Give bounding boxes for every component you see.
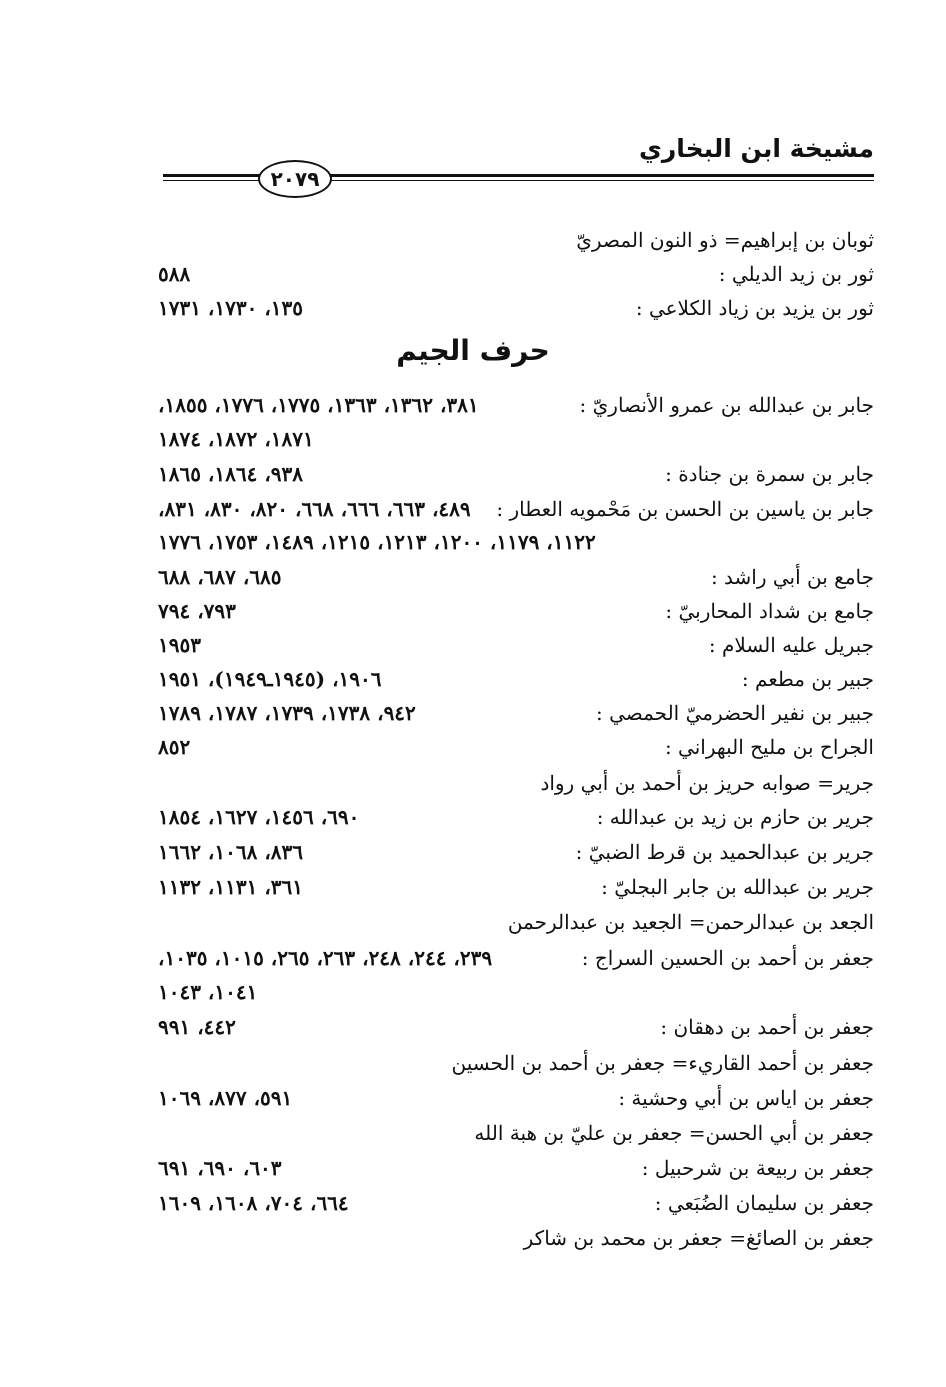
entry-name: جرير= صوابه حريز بن أحمد بن أبي رواد xyxy=(540,771,874,795)
entry-name: جعفر بن اياس بن أبي وحشية : xyxy=(618,1086,874,1110)
index-entry-continuation xyxy=(150,421,874,457)
entry-name: جامع بن شداد المحاربيّ : xyxy=(665,599,874,623)
index-entry xyxy=(150,627,874,663)
entry-refs: ٧٩٣، ٧٩٤ xyxy=(158,599,236,623)
entry-name: الجراح بن مليح البهراني : xyxy=(664,735,874,759)
index-entry xyxy=(150,1080,874,1116)
entry-name: جرير بن عبدالله بن جابر البجليّ : xyxy=(601,875,874,899)
entry-name: جبير بن مطعم : xyxy=(741,667,874,691)
entry-name: جعفر بن أحمد بن الحسين السراج : xyxy=(581,946,874,970)
index-entry xyxy=(150,1220,874,1256)
entry-refs: ٣٨١، ١٣٦٢، ١٣٦٣، ١٧٧٥، ١٧٧٦، ١٨٥٥، xyxy=(158,393,479,417)
entry-name: الجعد بن عبدالرحمن= الجعيد بن عبدالرحمن xyxy=(507,910,874,934)
index-entry xyxy=(150,593,874,629)
entry-refs: ٦٠٣، ٦٩٠، ٦٩١ xyxy=(158,1156,282,1180)
entry-name: جعفر بن الصائغ= جعفر بن محمد بن شاكر xyxy=(523,1226,874,1250)
index-entry xyxy=(150,661,874,697)
entry-refs: ١٩٥٣ xyxy=(158,633,201,657)
index-entry xyxy=(150,729,874,765)
entry-refs: ٤٤٢، ٩٩١ xyxy=(158,1015,236,1039)
index-entry xyxy=(150,940,874,976)
entry-name: جابر بن سمرة بن جنادة : xyxy=(665,462,874,486)
entry-refs: ١١٢٢، ١١٧٩، ١٢٠٠، ١٢١٣، ١٢١٥، ١٤٨٩، ١٧٥٣، ١٧٧٦ xyxy=(158,530,596,554)
index-entry xyxy=(150,1150,874,1186)
entry-name: ثوبان بن إبراهيم= ذو النون المصريّ xyxy=(576,228,874,252)
entry-name: جابر بن ياسين بن الحسن بن مَحْمويه العطار : xyxy=(496,497,874,521)
index-entry xyxy=(150,1185,874,1221)
entry-refs: ١٣٥، ١٧٣٠، ١٧٣١ xyxy=(158,296,304,320)
entry-refs: ٦٨٥، ٦٨٧، ٦٨٨ xyxy=(158,565,282,589)
entry-name: ثور بن زيد الديلي : xyxy=(718,262,874,286)
index-entry xyxy=(150,765,874,801)
index-entry xyxy=(150,1115,874,1151)
section-heading: حرف الجيم xyxy=(396,334,550,367)
entry-refs: ٦٦٤، ٧٠٤، ١٦٠٨، ١٦٠٩ xyxy=(158,1191,349,1215)
entry-name: جعفر بن أحمد بن دهقان : xyxy=(660,1015,874,1039)
entry-name: جعفر بن أحمد القاريء= جعفر بن أحمد بن الحسين xyxy=(451,1051,874,1075)
entry-refs: ٤٨٩، ٦٦٣، ٦٦٦، ٦٦٨، ٨٢٠، ٨٣٠، ٨٣١، xyxy=(158,497,471,521)
entry-refs: ٩٣٨، ١٨٦٤، ١٨٦٥ xyxy=(158,462,304,486)
entry-refs: ١٨٧١، ١٨٧٢، ١٨٧٤ xyxy=(158,427,314,451)
index-entry xyxy=(150,1009,874,1045)
index-entry-continuation xyxy=(150,524,874,560)
index-entry-continuation xyxy=(150,974,874,1010)
index-entry xyxy=(150,387,874,423)
index-entry xyxy=(150,834,874,870)
entry-refs: ٥٨٨ xyxy=(158,262,191,286)
entry-name: جامع بن أبي راشد : xyxy=(710,565,874,589)
entry-name: جبريل عليه السلام : xyxy=(708,633,874,657)
index-entry xyxy=(150,799,874,835)
index-entry xyxy=(150,559,874,595)
index-entry xyxy=(150,491,874,527)
entry-name: جرير بن حازم بن زيد بن عبدالله : xyxy=(596,805,874,829)
entry-name: جبير بن نفير الحضرميّ الحمصي : xyxy=(596,701,874,725)
entry-refs: ٨٣٦، ١٠٦٨، ١٦٦٢ xyxy=(158,840,304,864)
entry-name: جعفر بن سليمان الضُبَعي : xyxy=(654,1191,874,1215)
page-number: ٢٠٧٩ xyxy=(258,160,332,198)
entry-name: ثور بن يزيد بن زياد الكلاعي : xyxy=(635,296,874,320)
entry-refs: ٩٤٢، ١٧٣٨، ١٧٣٩، ١٧٨٧، ١٧٨٩ xyxy=(158,701,416,725)
entry-refs: ٣٦١، ١١٣١، ١١٣٢ xyxy=(158,875,304,899)
index-entry xyxy=(150,1045,874,1081)
entry-name: جعفر بن ربيعة بن شرحبيل : xyxy=(641,1156,874,1180)
index-entry xyxy=(150,290,874,326)
index-entry xyxy=(150,256,874,292)
entry-name: جعفر بن أبي الحسن= جعفر بن عليّ بن هبة الله xyxy=(474,1121,874,1145)
running-title: مشيخة ابن البخاري xyxy=(638,134,874,163)
entry-refs: ١٠٤١، ١٠٤٣ xyxy=(158,980,258,1004)
entry-name: جابر بن عبدالله بن عمرو الأنصاريّ : xyxy=(579,393,874,417)
index-entry xyxy=(150,869,874,905)
index-entry xyxy=(150,695,874,731)
entry-refs: ٨٥٢ xyxy=(158,735,191,759)
index-entry xyxy=(150,222,874,258)
index-entry xyxy=(150,456,874,492)
entry-refs: ٥٩١، ٨٧٧، ١٠٦٩ xyxy=(158,1086,293,1110)
entry-refs: ٢٣٩، ٢٤٤، ٢٤٨، ٢٦٣، ٢٦٥، ١٠١٥، ١٠٣٥، xyxy=(158,946,493,970)
index-entry xyxy=(150,904,874,940)
entry-refs: ٦٩٠، ١٤٥٦، ١٦٢٧، ١٨٥٤ xyxy=(158,805,360,829)
entry-refs: ١٩٠٦، (١٩٤٥ـ١٩٤٩)، ١٩٥١ xyxy=(158,667,382,691)
entry-name: جرير بن عبدالحميد بن قرط الضبيّ : xyxy=(575,840,874,864)
